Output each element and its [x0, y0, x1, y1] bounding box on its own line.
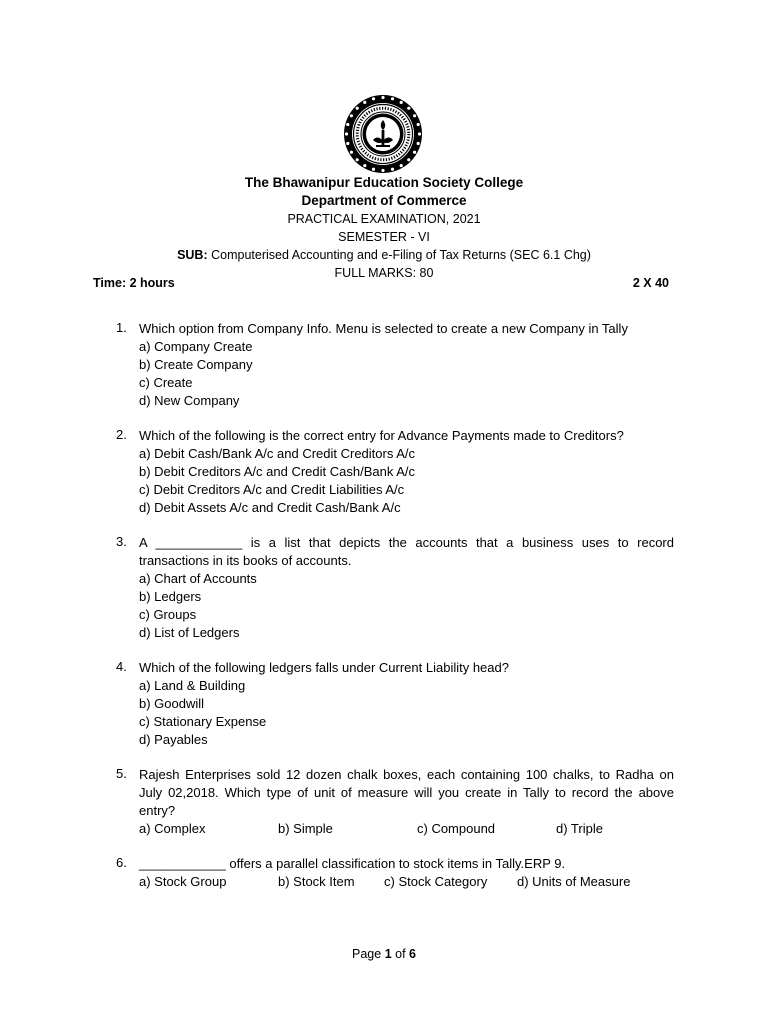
question-text: ____________ offers a parallel classification to stock items in Tally.ERP 9. [139, 856, 566, 871]
question-number: 1. [116, 320, 127, 335]
marks-scheme: 2 X 40 [632, 276, 669, 290]
option-b: b) Simple [278, 821, 333, 836]
question-6 [116, 855, 674, 891]
department-name: Department of Commerce [301, 193, 467, 208]
option-d: d) Units of Measure [517, 874, 631, 889]
option-a: a) Stock Group [139, 874, 227, 889]
option-a: a) Debit Cash/Bank A/c and Credit Creditors A/c [139, 446, 416, 461]
option-b: b) Ledgers [139, 589, 202, 604]
option-b: b) Debit Creditors A/c and Credit Cash/Bank A/c [139, 464, 416, 479]
question-4 [116, 659, 674, 749]
option-c: c) Stock Category [384, 874, 488, 889]
question-number: 4. [116, 659, 127, 674]
question-text: Which option from Company Info. Menu is selected to create a new Company in Tally [139, 321, 628, 336]
subject-value: Computerised Accounting and e-Filing of Tax Returns (SEC 6.1 Chg) [207, 248, 591, 262]
question-text: A ____________ is a list that depicts the accounts that a business uses to record transactions in its books of accounts. [139, 535, 674, 568]
option-a: a) Complex [139, 821, 206, 836]
option-d: d) List of Ledgers [139, 625, 240, 640]
full-marks: FULL MARKS: 80 [334, 266, 434, 280]
option-c: c) Debit Creditors A/c and Credit Liabilities A/c [139, 482, 405, 497]
page-of: of [391, 947, 410, 961]
time-marks-row [93, 276, 669, 294]
option-a: a) Land & Building [139, 678, 246, 693]
question-3 [116, 534, 674, 642]
page-total: 6 [409, 947, 416, 961]
option-b: b) Create Company [139, 357, 253, 372]
exam-duration: Time: 2 hours [93, 276, 175, 290]
question-2 [116, 427, 674, 517]
option-c: c) Groups [139, 607, 197, 622]
options-row [139, 873, 674, 891]
subject-label: SUB: [177, 248, 208, 262]
subject-line [0, 246, 768, 264]
option-a: a) Company Create [139, 339, 253, 354]
option-c: c) Create [139, 375, 193, 390]
option-c: c) Compound [417, 821, 496, 836]
question-text: Which of the following is the correct entry for Advance Payments made to Creditors? [139, 428, 624, 443]
page-prefix: Page [352, 947, 385, 961]
page-footer [0, 947, 768, 961]
options-row [139, 820, 674, 838]
question-number: 3. [116, 534, 127, 549]
college-name: The Bhawanipur Education Society College [244, 175, 524, 190]
option-a: a) Chart of Accounts [139, 571, 257, 586]
question-number: 5. [116, 766, 127, 781]
option-b: b) Goodwill [139, 696, 205, 711]
semester: SEMESTER - VI [338, 230, 430, 244]
question-text: Which of the following ledgers falls under Current Liability head? [139, 660, 509, 675]
question-5 [116, 766, 674, 838]
page-number: 1 [384, 947, 392, 961]
option-c: c) Stationary Expense [139, 714, 267, 729]
question-1 [116, 320, 674, 410]
option-d: d) New Company [139, 393, 240, 408]
question-number: 2. [116, 427, 127, 442]
question-list [116, 320, 674, 908]
option-d: d) Debit Assets A/c and Credit Cash/Bank A/c [139, 500, 401, 515]
college-seal-logo [343, 94, 423, 174]
question-text: Rajesh Enterprises sold 12 dozen chalk boxes, each containing 100 chalks, to Radha on July 02,2018. Which type of unit of measure will you create in Tally to record the above entry? [139, 767, 674, 818]
exam-title: PRACTICAL EXAMINATION, 2021 [287, 212, 481, 226]
option-b: b) Stock Item [278, 874, 355, 889]
question-number: 6. [116, 855, 127, 870]
exam-header [0, 174, 768, 282]
option-d: d) Triple [556, 821, 603, 836]
option-d: d) Payables [139, 732, 208, 747]
